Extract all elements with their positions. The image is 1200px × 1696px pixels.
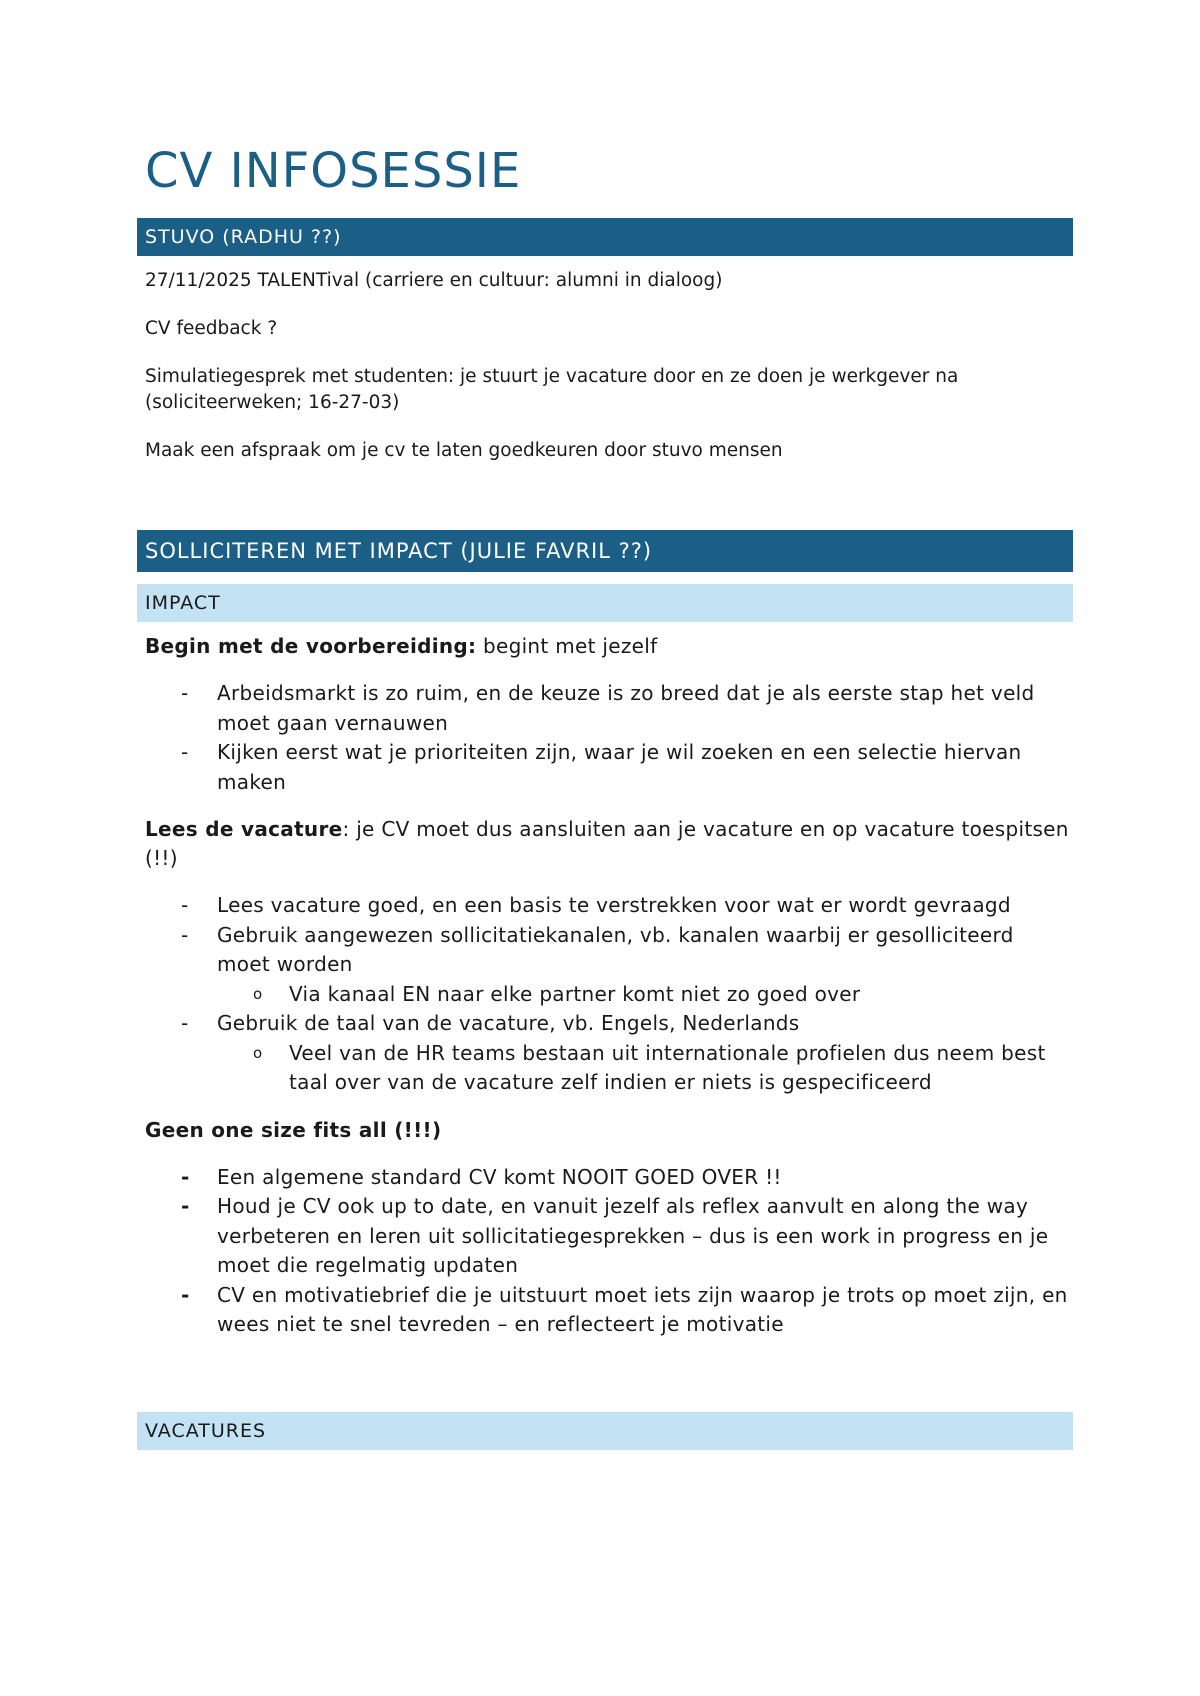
dash-marker: - [181, 1164, 190, 1189]
lees-bold: Lees de vacature [145, 817, 343, 841]
dash-marker: - [181, 1282, 190, 1307]
paragraph-lees [137, 815, 1073, 873]
begin-bold: Begin met de voorbereiding: [145, 634, 477, 658]
list-item: - Een algemene standard CV komt NOOIT GOED OVER !! [137, 1163, 1073, 1193]
begin-rest: begint met jezelf [476, 634, 658, 658]
paragraph-begin [137, 632, 1073, 661]
dash-marker: - [181, 681, 189, 705]
dash-marker: - [181, 1011, 189, 1035]
lees-rest: : je CV moet dus aansluiten aan je vacature en op vacature toespitsen (!!) [145, 817, 1069, 870]
list-item: - Kijken eerst wat je prioriteiten zijn, waar je wil zoeken en een selectie hiervan maken [137, 738, 1073, 797]
stuvo-line-simulatie: Simulatiegesprek met studenten: je stuurt je vacature door en ze doen je werkgever na (soliciteerweken; 16-27-03) [145, 366, 959, 413]
document-title: CV INFOSESSIE [145, 143, 522, 199]
paragraph-geen [137, 1116, 1073, 1145]
stuvo-line-afspraak: Maak een afspraak om je cv te laten goedkeuren door stuvo mensen [145, 440, 783, 461]
list-item: - Gebruik de taal van de vacature, vb. Engels, Nederlands [137, 1009, 1073, 1039]
dash-marker: - [181, 893, 189, 917]
geen-bold: Geen one size fits all (!!!) [145, 1117, 442, 1142]
stuvo-line-feedback: CV feedback ? [145, 318, 278, 339]
dash-marker: - [181, 740, 189, 764]
document-page [137, 140, 1073, 1450]
section-heading-stuvo: STUVO (RADHU ??) [137, 218, 1073, 256]
list-item: - Gebruik aangewezen sollicitatiekanalen, vb. kanalen waarbij er gesolliciteerd moet worden [137, 921, 1073, 980]
dash-marker: - [181, 1194, 190, 1218]
subsection-heading-impact: IMPACT [137, 584, 1073, 622]
circle-marker: o [253, 1043, 263, 1062]
subsection-heading-vacatures: VACATURES [137, 1412, 1073, 1450]
circle-marker: o [253, 984, 263, 1003]
dash-marker: - [181, 922, 189, 947]
list-item: - Houd je CV ook up to date, en vanuit jezelf als reflex aanvult en along the way verbeteren en leren uit sollicitatiegesprekken – dus is een work in progress en je moet die regelmatig updaten [137, 1192, 1073, 1281]
section-heading-solliciteren: SOLLICITEREN MET IMPACT (JULIE FAVRIL ??) [137, 530, 1073, 572]
list-item: - Arbeidsmarkt is zo ruim, en de keuze is zo breed dat je als eerste stap het veld moet gaan vernauwen [137, 679, 1073, 738]
sub-list-item: o Via kanaal EN naar elke partner komt niet zo goed over [137, 980, 1073, 1010]
list-item: - Lees vacature goed, en een basis te verstrekken voor wat er wordt gevraagd [137, 891, 1073, 921]
list-item: - CV en motivatiebrief die je uitstuurt moet iets zijn waarop je trots op moet zijn, en wees niet te snel tevreden – en reflecteert je motivatie [137, 1281, 1073, 1340]
stuvo-line-date: 27/11/2025 TALENTival (carriere en cultuur: alumni in dialoog) [145, 270, 723, 291]
sub-list-item: o Veel van de HR teams bestaan uit internationale profielen dus neem best taal over van de vacature zelf indien er niets is gespecificeerd [137, 1039, 1073, 1098]
